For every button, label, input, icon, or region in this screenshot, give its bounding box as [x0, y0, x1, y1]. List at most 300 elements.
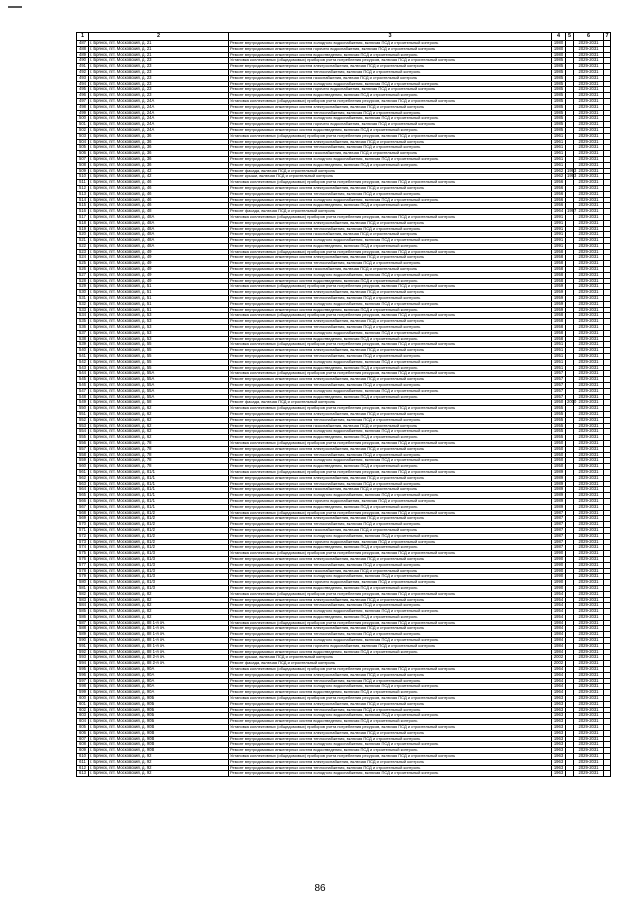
- address-cell: г. Брянск, пгт. Московский, д. 90А: [89, 672, 229, 678]
- address-cell: г. Брянск, пгт. Московский, д. 48: [89, 209, 229, 215]
- build-year-cell: 1964: [552, 678, 566, 684]
- build-year-cell: 1985: [552, 58, 566, 64]
- planned-period-cell: 2029-2031: [574, 440, 604, 446]
- address-cell: г. Брянск, пгт. Московский, д. 58: [89, 400, 229, 406]
- work-type-cell: Ремонт внутридомовых инженерных систем холодного водоснабжения, включая ПСД и строительный контроль: [229, 301, 552, 307]
- build-year-cell: 1963: [552, 742, 566, 748]
- build-year-cell: 1959: [552, 284, 566, 290]
- row-number-cell: 556: [77, 440, 89, 446]
- row-number-cell: 589: [77, 632, 89, 638]
- row-number-cell: 603: [77, 713, 89, 719]
- planned-period-cell: 2029-2031: [574, 69, 604, 75]
- address-cell: г. Брянск, пгт. Московский, д. 53: [89, 319, 229, 325]
- work-type-cell: Установка коллективных (общедомовых) приборов учета потребления ресурсов, включая ПСД и строительный контроль: [229, 214, 552, 220]
- address-cell: г. Брянск, пгт. Московский, д. 81/3: [89, 568, 229, 574]
- build-year-cell: 1985: [552, 93, 566, 99]
- work-type-cell: Ремонт внутридомовых инженерных систем теплоснабжения, включая ПСД и строительный контроль: [229, 678, 552, 684]
- address-cell: г. Брянск, пгт. Московский, д. 23: [89, 69, 229, 75]
- row-number-cell: 492: [77, 69, 89, 75]
- address-cell: г. Брянск, пгт. Московский, д. 48А: [89, 226, 229, 232]
- address-cell: г. Брянск, пгт. Московский, д. 62: [89, 429, 229, 435]
- work-type-cell: Ремонт внутридомовых инженерных систем холодного водоснабжения, включая ПСД и строительный контроль: [229, 197, 552, 203]
- row-number-cell: 488: [77, 46, 89, 52]
- work-type-cell: Ремонт внутридомовых инженерных систем водоотведения, включая ПСД и строительный контроль: [229, 719, 552, 725]
- work-type-cell: Установка коллективных (общедомовых) приборов учета потребления ресурсов, включая ПСД и строительный контроль: [229, 510, 552, 516]
- address-cell: г. Брянск, пгт. Московский, д. 88 2-я оч.: [89, 661, 229, 667]
- work-type-cell: Установка коллективных (общедомовых) приборов учета потребления ресурсов, включая ПСД и строительный контроль: [229, 591, 552, 597]
- row-number-cell: 530: [77, 290, 89, 296]
- build-year-cell: 1956: [552, 180, 566, 186]
- address-cell: г. Брянск, пгт. Московский, д. 81/2: [89, 539, 229, 545]
- work-type-cell: Ремонт внутридомовых инженерных систем водоотведения, включая ПСД и строительный контроль: [229, 52, 552, 58]
- row-number-cell: 562: [77, 475, 89, 481]
- planned-period-cell: 2029-2031: [574, 168, 604, 174]
- row-number-cell: 540: [77, 348, 89, 354]
- build-year-cell: 1958: [552, 278, 566, 284]
- row-number-cell: 514: [77, 197, 89, 203]
- address-cell: г. Брянск, пгт. Московский, д. 48А: [89, 238, 229, 244]
- row-number-cell: 592: [77, 649, 89, 655]
- build-year-cell: 1963: [552, 719, 566, 725]
- build-year-cell: 1990: [552, 574, 566, 580]
- address-cell: г. Брянск, пгт. Московский, д. 23: [89, 93, 229, 99]
- build-year-cell: 1984: [552, 643, 566, 649]
- planned-period-cell: 2029-2031: [574, 591, 604, 597]
- build-year-cell: 1958: [552, 272, 566, 278]
- planned-period-cell: 2029-2031: [574, 765, 604, 771]
- work-type-cell: Ремонт внутридомовых инженерных систем теплоснабжения, включая ПСД и строительный контроль: [229, 632, 552, 638]
- row-number-cell: 520: [77, 232, 89, 238]
- build-year-cell: 1989: [552, 469, 566, 475]
- work-type-cell: Установка коллективных (общедомовых) приборов учета потребления ресурсов, включая ПСД и строительный контроль: [229, 284, 552, 290]
- build-year-cell: 1958: [552, 319, 566, 325]
- address-cell: г. Брянск, пгт. Московский, д. 51: [89, 296, 229, 302]
- document-page: [76, 32, 610, 777]
- address-cell: г. Брянск, пгт. Московский, д. 48А: [89, 232, 229, 238]
- work-type-cell: Ремонт внутридомовых инженерных систем водоотведения, включая ПСД и строительный контроль: [229, 748, 552, 754]
- work-type-cell: Ремонт внутридомовых инженерных систем электроснабжения, включая ПСД и строительный контроль: [229, 255, 552, 261]
- row-number-cell: 531: [77, 296, 89, 302]
- work-type-cell: Ремонт внутридомовых инженерных систем водоотведения, включая ПСД и строительный контроль: [229, 162, 552, 168]
- build-year-cell: 1955: [552, 417, 566, 423]
- address-cell: г. Брянск, пгт. Московский, д. 49: [89, 249, 229, 255]
- planned-period-cell: 2029-2031: [574, 110, 604, 116]
- build-year-cell: 1956: [552, 203, 566, 209]
- build-year-cell: 1963: [552, 725, 566, 731]
- address-cell: г. Брянск, пгт. Московский, д. 46: [89, 180, 229, 186]
- build-year-cell: 1980: [552, 52, 566, 58]
- planned-period-cell: 2029-2031: [574, 406, 604, 412]
- planned-period-cell: 2029-2031: [574, 116, 604, 122]
- build-year-cell: 1961: [552, 139, 566, 145]
- planned-period-cell: 2029-2031: [574, 481, 604, 487]
- work-type-cell: Ремонт внутридомовых инженерных систем газоснабжения, включая ПСД и строительный контроль: [229, 568, 552, 574]
- row-number-cell: 584: [77, 603, 89, 609]
- address-cell: г. Брянск, пгт. Московский, д. 78: [89, 452, 229, 458]
- address-cell: г. Брянск, пгт. Московский, д. 48А: [89, 243, 229, 249]
- row-number-cell: 533: [77, 307, 89, 313]
- column-header: 2: [89, 33, 229, 41]
- address-cell: г. Брянск, пгт. Московский, д. 24А: [89, 122, 229, 128]
- build-year-cell: 1985: [552, 87, 566, 93]
- build-year-cell: 1991: [552, 214, 566, 220]
- planned-period-cell: 2029-2031: [574, 771, 604, 777]
- planned-period-cell: 2029-2031: [574, 261, 604, 267]
- build-year-cell: 1963: [552, 754, 566, 760]
- planned-period-cell: 2029-2031: [574, 232, 604, 238]
- build-year-cell: 1959: [552, 301, 566, 307]
- row-number-cell: 487: [77, 41, 89, 47]
- address-cell: г. Брянск, пгт. Московский, д. 81/1: [89, 481, 229, 487]
- work-type-cell: Ремонт внутридомовых инженерных систем электроснабжения, включая ПСД и строительный контроль: [229, 597, 552, 603]
- address-cell: г. Брянск, пгт. Московский, д. 88 1-я оч.: [89, 620, 229, 626]
- row-number-cell: 553: [77, 423, 89, 429]
- row-number-cell: 536: [77, 325, 89, 331]
- row-number-cell: 578: [77, 568, 89, 574]
- build-year-cell: 1951: [552, 359, 566, 365]
- build-year-cell: 1958: [552, 255, 566, 261]
- planned-period-cell: 2029-2031: [574, 365, 604, 371]
- build-year-cell: 1964: [552, 209, 566, 215]
- row-number-cell: 508: [77, 162, 89, 168]
- work-type-cell: Ремонт внутридомовых инженерных систем теплоснабжения, включая ПСД и строительный контроль: [229, 354, 552, 360]
- row-number-cell: 583: [77, 597, 89, 603]
- planned-period-cell: 2029-2031: [574, 81, 604, 87]
- work-type-cell: Ремонт внутридомовых инженерных систем водоотведения, включая ПСД и строительный контроль: [229, 93, 552, 99]
- work-type-cell: Ремонт фасада, включая ПСД и строительный контроль: [229, 400, 552, 406]
- build-year-cell: 1956: [552, 185, 566, 191]
- work-type-cell: Ремонт внутридомовых инженерных систем водоотведения, включая ПСД и строительный контроль: [229, 203, 552, 209]
- work-type-cell: Ремонт внутридомовых инженерных систем водоотведения, включая ПСД и строительный контроль: [229, 585, 552, 591]
- planned-period-cell: 2029-2031: [574, 255, 604, 261]
- address-cell: г. Брянск, пгт. Московский, д. 78: [89, 458, 229, 464]
- row-number-cell: 523: [77, 249, 89, 255]
- work-type-cell: Ремонт внутридомовых инженерных систем теплоснабжения, включая ПСД и строительный контроль: [229, 145, 552, 151]
- planned-period-cell: 2029-2031: [574, 522, 604, 528]
- work-type-cell: Ремонт внутридомовых инженерных систем электроснабжения, включая ПСД и строительный контроль: [229, 104, 552, 110]
- row-number-cell: 490: [77, 58, 89, 64]
- capital-repair-schedule-table: [76, 32, 611, 777]
- row-number-cell: 569: [77, 516, 89, 522]
- address-cell: г. Брянск, пгт. Московский, д. 51: [89, 284, 229, 290]
- address-cell: г. Брянск, пгт. Московский, д. 23: [89, 81, 229, 87]
- work-type-cell: Ремонт внутридомовых инженерных систем горячего водоснабжения, включая ПСД и строительный контроль: [229, 46, 552, 52]
- work-type-cell: Ремонт внутридомовых инженерных систем газоснабжения, включая ПСД и строительный контроль: [229, 487, 552, 493]
- work-type-cell: Ремонт внутридомовых инженерных систем холодного водоснабжения, включая ПСД и строительный контроль: [229, 533, 552, 539]
- planned-period-cell: 2029-2031: [574, 684, 604, 690]
- table-row: [77, 771, 611, 777]
- address-cell: г. Брянск, пгт. Московский, д. 51: [89, 290, 229, 296]
- planned-period-cell: 2029-2031: [574, 203, 604, 209]
- planned-period-cell: 2029-2031: [574, 174, 604, 180]
- build-year-cell: 1955: [552, 429, 566, 435]
- row-number-cell: 577: [77, 562, 89, 568]
- work-type-cell: Ремонт внутридомовых инженерных систем горячего водоснабжения, включая ПСД и строительный контроль: [229, 643, 552, 649]
- planned-period-cell: 2029-2031: [574, 614, 604, 620]
- work-type-cell: Установка коллективных (общедомовых) приборов учета потребления ресурсов, включая ПСД и строительный контроль: [229, 406, 552, 412]
- work-type-cell: Ремонт внутридомовых инженерных систем теплоснабжения, включая ПСД и строительный контроль: [229, 69, 552, 75]
- work-type-cell: Ремонт внутридомовых инженерных систем теплоснабжения, включая ПСД и строительный контроль: [229, 522, 552, 528]
- build-year-cell: 1991: [552, 238, 566, 244]
- work-type-cell: Установка коллективных (общедомовых) приборов учета потребления ресурсов, включая ПСД и строительный контроль: [229, 620, 552, 626]
- address-cell: г. Брянск, пгт. Московский, д. 42: [89, 174, 229, 180]
- build-year-cell: 1987: [552, 516, 566, 522]
- address-cell: г. Брянск, пгт. Московский, д. 81/1: [89, 504, 229, 510]
- build-year-cell: 1963: [552, 707, 566, 713]
- build-year-cell: 1984: [552, 626, 566, 632]
- build-year-cell: 1989: [552, 498, 566, 504]
- build-year-cell: 1954: [552, 597, 566, 603]
- work-type-cell: Ремонт внутридомовых инженерных систем электроснабжения, включая ПСД и строительный контроль: [229, 475, 552, 481]
- work-type-cell: Ремонт фасада, включая ПСД и строительный контроль: [229, 661, 552, 667]
- row-number-cell: 572: [77, 533, 89, 539]
- address-cell: г. Брянск, пгт. Московский, д. 90Б: [89, 713, 229, 719]
- row-number-cell: 505: [77, 145, 89, 151]
- planned-period-cell: 2029-2031: [574, 464, 604, 470]
- row-number-cell: 516: [77, 209, 89, 215]
- build-year-cell: 1962: [552, 168, 566, 174]
- build-year-cell: 1963: [552, 748, 566, 754]
- address-cell: г. Брянск, пгт. Московский, д. 90В: [89, 736, 229, 742]
- planned-period-cell: 2029-2031: [574, 290, 604, 296]
- work-type-cell: Ремонт внутридомовых инженерных систем водоотведения, включая ПСД и строительный контроль: [229, 614, 552, 620]
- work-type-cell: Ремонт внутридомовых инженерных систем холодного водоснабжения, включая ПСД и строительный контроль: [229, 713, 552, 719]
- column-header: 3: [229, 33, 552, 41]
- planned-period-cell: 2029-2031: [574, 145, 604, 151]
- row-number-cell: 503: [77, 133, 89, 139]
- row-number-cell: 537: [77, 330, 89, 336]
- build-year-cell: 1984: [552, 638, 566, 644]
- work-type-cell: Ремонт внутридомовых инженерных систем электроснабжения, включая ПСД и строительный контроль: [229, 759, 552, 765]
- work-type-cell: Установка коллективных (общедомовых) приборов учета потребления ресурсов, включая ПСД и строительный контроль: [229, 551, 552, 557]
- planned-period-cell: 2029-2031: [574, 533, 604, 539]
- work-type-cell: Ремонт внутридомовых инженерных систем электроснабжения, включая ПСД и строительный контроль: [229, 348, 552, 354]
- address-cell: г. Брянск, пгт. Московский, д. 88 1-я оч.: [89, 638, 229, 644]
- work-type-cell: Ремонт внутридомовых инженерных систем холодного водоснабжения, включая ПСД и строительный контроль: [229, 156, 552, 162]
- work-type-cell: Ремонт внутридомовых инженерных систем электроснабжения, включая ПСД и строительный контроль: [229, 290, 552, 296]
- address-cell: г. Брянск, пгт. Московский, д. 90А: [89, 684, 229, 690]
- build-year-cell: 1990: [552, 580, 566, 586]
- build-year-cell: 1987: [552, 533, 566, 539]
- work-type-cell: Ремонт внутридомовых инженерных систем газоснабжения, включая ПСД и строительный контроль: [229, 267, 552, 273]
- build-year-cell: 1991: [552, 243, 566, 249]
- work-type-cell: Установка коллективных (общедомовых) приборов учета потребления ресурсов, включая ПСД и строительный контроль: [229, 342, 552, 348]
- planned-period-cell: 2029-2031: [574, 759, 604, 765]
- planned-period-cell: 2029-2031: [574, 597, 604, 603]
- planned-period-cell: 2029-2031: [574, 46, 604, 52]
- work-type-cell: Ремонт внутридомовых инженерных систем холодного водоснабжения, включая ПСД и строительный контроль: [229, 359, 552, 365]
- build-year-cell: 1985: [552, 98, 566, 104]
- build-year-cell: 1956: [552, 191, 566, 197]
- row-number-cell: 525: [77, 261, 89, 267]
- row-number-cell: 585: [77, 609, 89, 615]
- build-year-cell: 1989: [552, 493, 566, 499]
- work-type-cell: Ремонт внутридомовых инженерных систем холодного водоснабжения, включая ПСД и строительный контроль: [229, 81, 552, 87]
- row-number-cell: 574: [77, 545, 89, 551]
- address-cell: г. Брянск, пгт. Московский, д. 62: [89, 435, 229, 441]
- planned-period-cell: 2029-2031: [574, 313, 604, 319]
- build-year-cell: 1955: [552, 406, 566, 412]
- build-year-cell: 1957: [552, 371, 566, 377]
- planned-period-cell: 2029-2031: [574, 185, 604, 191]
- row-number-cell: 566: [77, 498, 89, 504]
- work-type-cell: Ремонт внутридомовых инженерных систем холодного водоснабжения, включая ПСД и строительный контроль: [229, 388, 552, 394]
- address-cell: г. Брянск, пгт. Московский, д. 51: [89, 301, 229, 307]
- repair-year-cell: 1993: [567, 167, 577, 173]
- row-number-cell: 561: [77, 469, 89, 475]
- planned-period-cell: 2029-2031: [574, 226, 604, 232]
- planned-period-cell: 2029-2031: [574, 551, 604, 557]
- build-year-cell: 1989: [552, 487, 566, 493]
- work-type-cell: Установка коллективных (общедомовых) приборов учета потребления ресурсов, включая ПСД и строительный контроль: [229, 469, 552, 475]
- build-year-cell: 1955: [552, 412, 566, 418]
- address-cell: г. Брянск, пгт. Московский, д. 90В: [89, 725, 229, 731]
- build-year-cell: 1961: [552, 133, 566, 139]
- work-type-cell: Ремонт внутридомовых инженерных систем холодного водоснабжения, включая ПСД и строительный контроль: [229, 41, 552, 47]
- work-type-cell: Ремонт внутридомовых инженерных систем электроснабжения, включая ПСД и строительный контроль: [229, 516, 552, 522]
- row-number-cell: 570: [77, 522, 89, 528]
- planned-period-cell: 2029-2031: [574, 394, 604, 400]
- row-number-cell: 605: [77, 725, 89, 731]
- planned-period-cell: 2029-2031: [574, 377, 604, 383]
- row-number-cell: 551: [77, 412, 89, 418]
- row-number-cell: 499: [77, 110, 89, 116]
- work-type-cell: Ремонт внутридомовых инженерных систем холодного водоснабжения, включая ПСД и строительный контроль: [229, 493, 552, 499]
- address-cell: г. Брянск, пгт. Московский, д. 55А: [89, 377, 229, 383]
- build-year-cell: 1987: [552, 545, 566, 551]
- planned-period-cell: 2029-2031: [574, 267, 604, 273]
- build-year-cell: 1989: [552, 475, 566, 481]
- planned-period-cell: 2029-2031: [574, 719, 604, 725]
- address-cell: г. Брянск, пгт. Московский, д. 21: [89, 41, 229, 47]
- planned-period-cell: 2029-2031: [574, 626, 604, 632]
- work-type-cell: Ремонт внутридомовых инженерных систем холодного водоснабжения, включая ПСД и строительный контроль: [229, 742, 552, 748]
- row-number-cell: 560: [77, 464, 89, 470]
- planned-period-cell: 2029-2031: [574, 539, 604, 545]
- address-cell: г. Брянск, пгт. Московский, д. 92: [89, 771, 229, 777]
- row-number-cell: 491: [77, 64, 89, 70]
- row-number-cell: 594: [77, 661, 89, 667]
- planned-period-cell: 2029-2031: [574, 284, 604, 290]
- build-year-cell: 1950: [552, 446, 566, 452]
- address-cell: г. Брянск, пгт. Московский, д. 81/3: [89, 574, 229, 580]
- row-number-cell: 555: [77, 435, 89, 441]
- column-header: 5: [566, 33, 574, 41]
- row-number-cell: 489: [77, 52, 89, 58]
- planned-period-cell: 2029-2031: [574, 301, 604, 307]
- planned-period-cell: 2029-2031: [574, 93, 604, 99]
- address-cell: г. Брянск, пгт. Московский, д. 23: [89, 58, 229, 64]
- work-type-cell: Ремонт внутридомовых инженерных систем электроснабжения, включая ПСД и строительный контроль: [229, 64, 552, 70]
- planned-period-cell: 2029-2031: [574, 754, 604, 760]
- row-number-cell: 521: [77, 238, 89, 244]
- row-number-cell: 587: [77, 620, 89, 626]
- work-type-cell: Ремонт внутридомовых инженерных систем горячего водоснабжения, включая ПСД и строительный контроль: [229, 498, 552, 504]
- row-number-cell: 564: [77, 487, 89, 493]
- address-cell: г. Брянск, пгт. Московский, д. 90Б: [89, 707, 229, 713]
- planned-period-cell: 2029-2031: [574, 75, 604, 81]
- build-year-cell: 1987: [552, 522, 566, 528]
- address-cell: г. Брянск, пгт. Московский, д. 78: [89, 446, 229, 452]
- planned-period-cell: 2029-2031: [574, 487, 604, 493]
- address-cell: г. Брянск, пгт. Московский, д. 82: [89, 609, 229, 615]
- work-type-cell: Ремонт внутридомовых инженерных систем горячего водоснабжения, включая ПСД и строительный контроль: [229, 539, 552, 545]
- build-year-cell: 1957: [552, 388, 566, 394]
- planned-period-cell: 2029-2031: [574, 510, 604, 516]
- row-number-cell: 522: [77, 243, 89, 249]
- build-year-cell: 1984: [552, 649, 566, 655]
- build-year-cell: 1950: [552, 440, 566, 446]
- planned-period-cell: 2029-2031: [574, 556, 604, 562]
- row-number-cell: 545: [77, 377, 89, 383]
- row-number-cell: 534: [77, 313, 89, 319]
- address-cell: г. Брянск, пгт. Московский, д. 55А: [89, 383, 229, 389]
- row-number-cell: 554: [77, 429, 89, 435]
- build-year-cell: 1964: [552, 672, 566, 678]
- address-cell: г. Брянск, пгт. Московский, д. 46: [89, 203, 229, 209]
- address-cell: г. Брянск, пгт. Московский, д. 55А: [89, 394, 229, 400]
- row-number-cell: 609: [77, 748, 89, 754]
- planned-period-cell: 2029-2031: [574, 336, 604, 342]
- planned-period-cell: 2029-2031: [574, 632, 604, 638]
- address-cell: г. Брянск, пгт. Московский, д. 55А: [89, 371, 229, 377]
- address-cell: г. Брянск, пгт. Московский, д. 81/1: [89, 487, 229, 493]
- build-year-cell: 1959: [552, 296, 566, 302]
- planned-period-cell: 2029-2031: [574, 330, 604, 336]
- planned-period-cell: 2029-2031: [574, 191, 604, 197]
- row-number-cell: 565: [77, 493, 89, 499]
- planned-period-cell: 2029-2031: [574, 690, 604, 696]
- build-year-cell: 1985: [552, 81, 566, 87]
- repair-year-cell: 2000: [567, 399, 577, 405]
- row-number-cell: 524: [77, 255, 89, 261]
- work-type-cell: Ремонт внутридомовых инженерных систем водоотведения, включая ПСД и строительный контроль: [229, 690, 552, 696]
- work-type-cell: Ремонт внутридомовых инженерных систем холодного водоснабжения, включая ПСД и строительный контроль: [229, 638, 552, 644]
- address-cell: г. Брянск, пгт. Московский, д. 81/1: [89, 469, 229, 475]
- address-cell: г. Брянск, пгт. Московский, д. 24А: [89, 98, 229, 104]
- build-year-cell: 1954: [552, 591, 566, 597]
- planned-period-cell: 2029-2031: [574, 493, 604, 499]
- row-number-cell: 593: [77, 655, 89, 661]
- planned-period-cell: 2029-2031: [574, 104, 604, 110]
- build-year-cell: 1964: [552, 684, 566, 690]
- planned-period-cell: 2029-2031: [574, 238, 604, 244]
- build-year-cell: 1963: [552, 696, 566, 702]
- address-cell: г. Брянск, пгт. Московский, д. 49: [89, 278, 229, 284]
- row-number-cell: 541: [77, 354, 89, 360]
- planned-period-cell: 2029-2031: [574, 504, 604, 510]
- build-year-cell: 1985: [552, 110, 566, 116]
- build-year-cell: 1955: [552, 435, 566, 441]
- row-number-cell: 528: [77, 278, 89, 284]
- build-year-cell: 1955: [552, 423, 566, 429]
- planned-period-cell: 2029-2031: [574, 516, 604, 522]
- build-year-cell: 1963: [552, 713, 566, 719]
- build-year-cell: 1951: [552, 348, 566, 354]
- address-cell: г. Брянск, пгт. Московский, д. 55А: [89, 388, 229, 394]
- build-year-cell: 1990: [552, 568, 566, 574]
- work-type-cell: Ремонт внутридомовых инженерных систем холодного водоснабжения, включая ПСД и строительный контроль: [229, 330, 552, 336]
- build-year-cell: 1954: [552, 609, 566, 615]
- address-cell: г. Брянск, пгт. Московский, д. 23: [89, 75, 229, 81]
- work-type-cell: Ремонт внутридомовых инженерных систем водоотведения, включая ПСД и строительный контроль: [229, 504, 552, 510]
- row-number-cell: 606: [77, 730, 89, 736]
- build-year-cell: 1985: [552, 64, 566, 70]
- planned-period-cell: 2029-2031: [574, 672, 604, 678]
- work-type-cell: Ремонт внутридомовых инженерных систем водоотведения, включая ПСД и строительный контроль: [229, 435, 552, 441]
- work-type-cell: Ремонт внутридомовых инженерных систем теплоснабжения, включая ПСД и строительный контроль: [229, 417, 552, 423]
- build-year-cell: 1957: [552, 383, 566, 389]
